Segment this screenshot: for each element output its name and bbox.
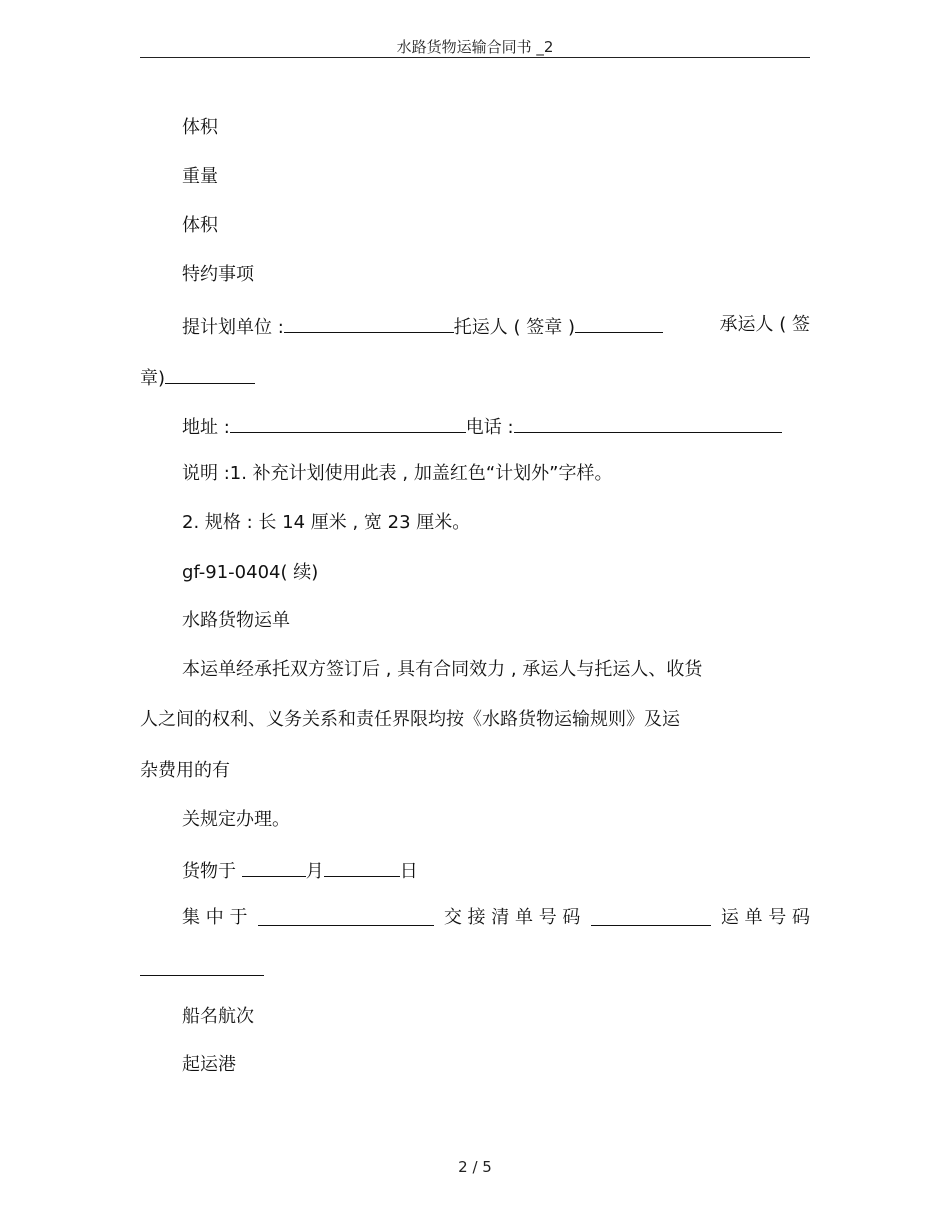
- text-line: 船名航次: [182, 1006, 254, 1027]
- text-line: [140, 956, 264, 983]
- month-blank: [242, 857, 306, 877]
- waybill-no-blank: [140, 956, 264, 976]
- plan-unit-blank: [284, 313, 454, 333]
- text-line: gf-91-0404( 续): [182, 562, 319, 583]
- collect-blank: [258, 906, 434, 926]
- text-line: 2. 规格 : 长 14 厘米 , 宽 23 厘米。: [182, 512, 471, 533]
- text-line: 起运港: [182, 1054, 236, 1075]
- text-line: 人之间的权利、义务关系和责任界限均按《水路货物运输规则》及运: [140, 709, 680, 730]
- page-number: 2 / 5: [458, 1158, 492, 1176]
- collect-label: 集 中 于: [182, 907, 248, 928]
- day-label: 日: [399, 861, 418, 882]
- shipper-blank: [575, 313, 663, 333]
- waybill-no-label: 运 单 号 码: [720, 907, 810, 928]
- running-header: 水路货物运输合同书 _2: [396, 38, 554, 56]
- plan-unit-group: [182, 313, 663, 340]
- address-line: [182, 413, 782, 440]
- carrier-label-cont: 章): [140, 368, 166, 389]
- handover-list-label: 交 接 清 单 号 码: [443, 907, 581, 928]
- text-line: 本运单经承托双方签订后 , 具有合同效力 , 承运人与托运人、收货: [182, 659, 703, 680]
- text-line: 重量: [182, 166, 218, 187]
- handover-list-blank: [591, 906, 711, 926]
- text-line: 关规定办理。: [182, 809, 290, 830]
- address-blank: [230, 413, 466, 433]
- shipper-label: 托运人 ( 签章 ): [453, 317, 576, 338]
- phone-label: 电话 :: [465, 417, 514, 438]
- address-label: 地址 :: [182, 417, 230, 438]
- carrier-blank: [165, 364, 255, 384]
- text-line: 体积: [182, 117, 218, 138]
- month-label: 月: [305, 861, 324, 882]
- phone-blank: [514, 413, 782, 433]
- text-line: 说明 :1. 补充计划使用此表 , 加盖红色“计划外”字样。: [182, 463, 613, 484]
- text-line: [140, 364, 255, 391]
- section-title: 水路货物运单: [182, 610, 290, 631]
- text-line: 体积: [182, 215, 218, 236]
- goods-label: 货物于: [182, 861, 236, 882]
- plan-unit-line: [182, 313, 810, 340]
- date-line: [182, 857, 418, 884]
- carrier-label: 承运人 ( 签: [719, 314, 810, 335]
- header-rule: [140, 57, 810, 58]
- text-line: 杂费用的有: [140, 760, 230, 781]
- day-blank: [324, 857, 400, 877]
- text-line: 特约事项: [182, 264, 254, 285]
- collection-line: [182, 906, 810, 930]
- plan-unit-label: 提计划单位 :: [182, 317, 284, 338]
